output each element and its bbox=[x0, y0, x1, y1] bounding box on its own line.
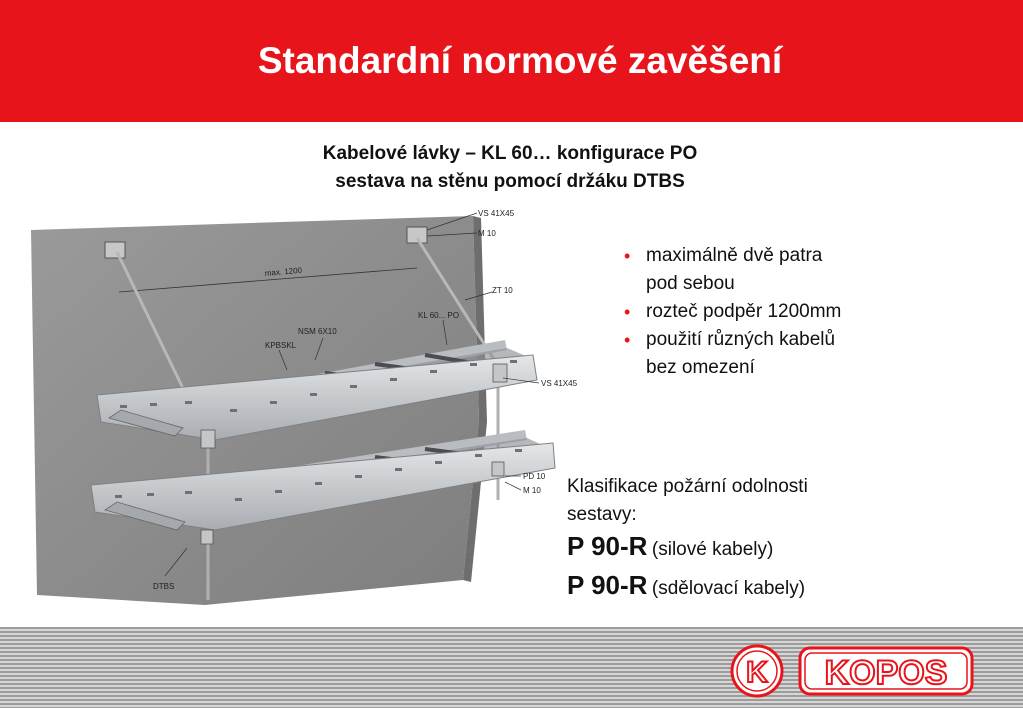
list-item-line-1: maximálně dvě patra bbox=[646, 245, 823, 266]
label-zt: ZT 10 bbox=[492, 286, 513, 295]
classification-code: P 90-R bbox=[567, 531, 648, 561]
list-item bbox=[624, 298, 914, 326]
list-item-line-1: použití různých kabelů bbox=[646, 329, 836, 350]
bullet-icon: • bbox=[624, 330, 631, 350]
feature-list bbox=[624, 242, 914, 382]
classification-note: (sdělovací kabely) bbox=[651, 578, 806, 599]
list-item-line-2: pod sebou bbox=[646, 273, 735, 294]
subtitle-line-2: sestava na stěnu pomocí držáku DTBS bbox=[335, 171, 685, 192]
wall-plate-left bbox=[105, 242, 125, 258]
slide-title: Standardní normové zavěšení bbox=[257, 40, 783, 81]
bullet-icon: • bbox=[624, 302, 631, 322]
classification-note: (silové kabely) bbox=[651, 539, 774, 560]
label-m10-top: M 10 bbox=[478, 229, 496, 238]
cable-tray-illustration bbox=[25, 200, 585, 610]
label-kpbskl: KPBSKL bbox=[265, 341, 297, 350]
logo-text: KOPOS bbox=[824, 654, 948, 692]
fire-resistance-classification bbox=[567, 473, 987, 607]
clamp-left-upper bbox=[201, 430, 215, 448]
classification-heading-line-1: Klasifikace požární odolnosti bbox=[567, 476, 808, 497]
slide-subtitle bbox=[240, 140, 780, 196]
bullet-icon: • bbox=[624, 246, 631, 266]
label-vs-mid: VS 41X45 bbox=[541, 379, 578, 388]
classification-code: P 90-R bbox=[567, 570, 648, 600]
list-item-line-2: bez omezení bbox=[646, 357, 755, 378]
classification-item bbox=[567, 568, 987, 607]
label-m10-bottom: M 10 bbox=[523, 486, 541, 495]
clamp-right-lower bbox=[492, 462, 504, 476]
label-dtbs: DTBS bbox=[153, 582, 175, 591]
label-nsm: NSM 6X10 bbox=[298, 327, 337, 336]
subtitle-line-1: Kabelové lávky – KL 60… konfigurace PO bbox=[322, 143, 698, 164]
list-item bbox=[624, 242, 914, 298]
label-vs-top: VS 41X45 bbox=[478, 209, 515, 218]
list-item-line-1: rozteč podpěr 1200mm bbox=[646, 301, 842, 322]
classification-item bbox=[567, 529, 987, 568]
clamp-right-upper bbox=[493, 364, 507, 382]
label-pd: PD 10 bbox=[523, 472, 546, 481]
logo-mark: K bbox=[746, 656, 768, 689]
title-banner bbox=[0, 0, 1023, 122]
label-kl: KL 60... PO bbox=[418, 311, 460, 320]
kopos-logo bbox=[728, 642, 978, 700]
list-item bbox=[624, 326, 914, 382]
label-max: max. 1200 bbox=[264, 265, 303, 278]
clamp-left-lower bbox=[201, 530, 213, 544]
classification-heading-line-2: sestavy: bbox=[567, 504, 637, 525]
